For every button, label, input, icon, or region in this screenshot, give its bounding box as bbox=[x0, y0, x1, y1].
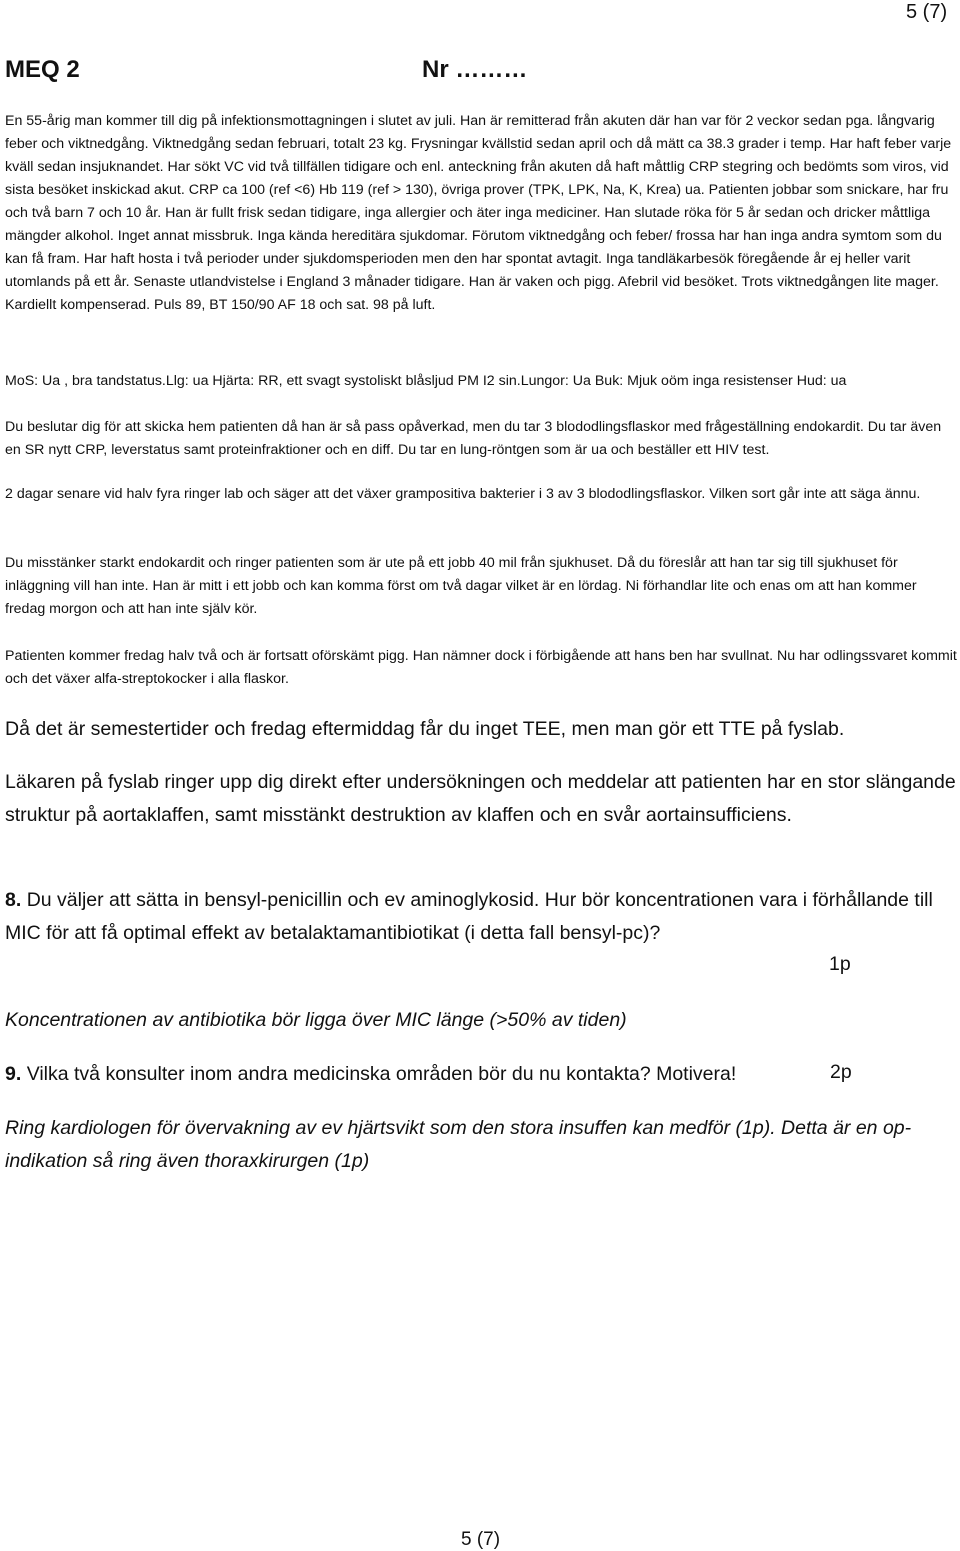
case-intro-paragraph: En 55-årig man kommer till dig på infektionsmottagningen i slutet av juli. Han är remitterad från akuten där han var för 2 veckor sedan pga. långvarig feber och viktnedgång. Viktnedgång sedan februari, totalt 23 kg. Frysningar kvällstid sedan april och då mätt ca 38.3 grader i temp. Har haft feber varje kväll sedan insjuknandet. Har sökt VC vid två tillfällen tidigare och enl. anteckning från akuten då haft måttlig CRP stegring och bedömts som viros, vid sista besöket inskickad akut. CRP ca 100 (ref <6) Hb 119 (ref > 130), övriga prover (TPK, LPK, Na, K, Krea) ua. Patienten jobbar som snickare, har fru och två barn 7 och 10 år. Han är fullt frisk sedan tidigare, inga allergier och äter inga mediciner. Han slutade röka för 5 år sedan och dricker måttliga mängder alkohol. Inget annat missbruk. Inga kända hereditära sjukdomar. Förutom viktnedgång och feber/ frossa har han inga andra symtom som du kan få fram. Har haft hosta i två perioder under sjukdomsperioden men den har spontat avtagit. Inga tandläkarbesök föregående år ej heller varit utomlands på ett år. Senaste utlandvistelse i England 3 månader tidigare. Han är vaken och pigg. Afebril vid besöket. Trots viktnedgången lite mager. Kardiellt kompenserad. Puls 89, BT 150/90 AF 18 och sat. 98 på luft. bbox=[5, 113, 952, 313]
question-9 bbox=[5, 1058, 825, 1091]
question-8-points: 1p bbox=[829, 953, 851, 975]
suspect-paragraph: Du misstänker starkt endokardit och ringer patienten som är ute på ett jobb 40 mil från sjukhuset. Då du föreslår att han tar sig till sjukhuset för inläggning vill han inte. Han är mitt i ett jobb och kan komma först om två dagar vilket är en lördag. Ni förhandlar lite och enas om att han kommer fredag morgon och att han inte själv kör. bbox=[5, 555, 917, 617]
question-8-text: Du väljer att sätta in bensyl-penicillin och ev aminoglykosid. Hur bör koncentrationen vara i förhållande till MIC för att få optimal effekt av betalaktamantibiotikat (i detta fall bensyl-pc)? bbox=[5, 889, 933, 944]
fyslab-call-paragraph: Läkaren på fyslab ringer upp dig direkt efter undersökningen och meddelar att patienten har en stor slängande struktur på aortaklaffen, samt misstänkt destruktion av klaffen och en svår aortainsufficiens. bbox=[5, 771, 956, 826]
exam-title: MEQ 2 bbox=[5, 56, 80, 83]
lab-call-paragraph: 2 dagar senare vid halv fyra ringer lab och säger att det växer grampositiva bakterier i 3 av 3 blododlingsflaskor. Vilken sort går inte att säga ännu. bbox=[5, 486, 921, 502]
question-9-number: 9. bbox=[5, 1063, 22, 1085]
page-number-top: 5 (7) bbox=[906, 1, 948, 23]
question-8 bbox=[5, 884, 957, 949]
page-number-bottom: 5 (7) bbox=[461, 1529, 501, 1550]
tte-paragraph: Då det är semestertider och fredag eftermiddag får du inget TEE, men man gör ett TTE på fyslab. bbox=[5, 718, 845, 740]
question-9-text: Vilka två konsulter inom andra medicinska områden bör du nu kontakta? Motivera! bbox=[26, 1063, 737, 1085]
nr-field-label: Nr ……… bbox=[422, 56, 528, 83]
question-9-answer: Ring kardiologen för övervakning av ev hjärtsvikt som den stora insuffen kan medför (1p). Detta är en op-indikation så ring även thoraxkirurgen (1p) bbox=[5, 1117, 912, 1172]
status-paragraph: MoS: Ua , bra tandstatus.Llg: ua Hjärta: RR, ett svagt systoliskt blåsljud PM I2 sin.Lungor: Ua Buk: Mjuk oöm inga resistenser Hud: ua bbox=[5, 373, 847, 389]
plan-paragraph: Du beslutar dig för att skicka hem patienten då han är så pass opåverkad, men du tar 3 blododlingsflaskor med frågeställning endokardit. Du tar även en SR nytt CRP, leverstatus samt proteinfraktioner och en diff. Du tar en lung-röntgen som är ua och beställer ett HIV test. bbox=[5, 419, 942, 458]
question-9-points: 2p bbox=[830, 1061, 852, 1083]
question-8-answer: Koncentrationen av antibiotika bör ligga över MIC länge (>50% av tiden) bbox=[5, 1009, 627, 1031]
question-8-number: 8. bbox=[5, 889, 22, 911]
friday-paragraph: Patienten kommer fredag halv två och är fortsatt oförskämt pigg. Han nämner dock i förbigående att hans ben har svullnat. Nu har odlingssvaret kommit och det växer alfa-streptokocker i alla flaskor. bbox=[5, 648, 957, 687]
